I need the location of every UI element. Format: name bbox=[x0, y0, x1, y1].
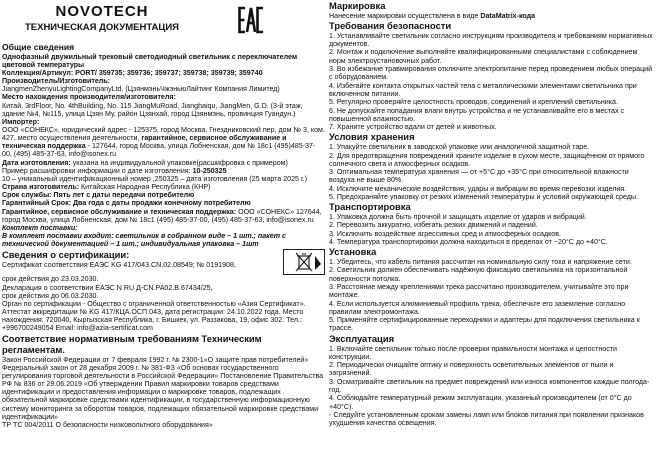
safety-item: 7. Храните устройство вдали от детей и животных. bbox=[329, 123, 497, 132]
mfg-example bbox=[2, 167, 325, 175]
cert-title: Сведения о сертификации: bbox=[2, 249, 130, 261]
marking-title: Маркировка bbox=[329, 0, 386, 11]
mfg-date bbox=[2, 159, 325, 167]
transport-item: 2. Перевозить аккуратно, избегать резких движений и падений. bbox=[329, 221, 538, 230]
importer-text-1: ООО «СОНЕКС», юридический адрес - 125375, город Москва, Гнездниковский пер, дом № 3, ком. 427, место осуществления деятельности, bbox=[2, 126, 325, 143]
storage-item: 3. Оптимальная температура хранения — от +5°C до +35°C при относительной влажности воздуха не выше 80%. bbox=[329, 168, 629, 185]
eac-mark-icon bbox=[238, 3, 264, 37]
safety-item: 6. Не допускайте попадания влаги внутрь устройства и не устанавливайте его в местах с повышенной влажностью. bbox=[329, 106, 625, 123]
location-value: Китай, 3rdFloor, No. 4thBuilding, No. 115 JiangMuRoad, Jianghaiqu, JiangMen, G.D. (3-й этаж, здание №4, №115, улица Цзян Му, район Цзянхай, город Цзянмэнь, провинция Гуандун.) bbox=[2, 101, 303, 118]
operation-title: Эксплуатация bbox=[329, 332, 395, 344]
install-item: 1. Убедитесь, что кабель питания рассчитан на номинальную силу тока и напряжение сети. bbox=[329, 258, 632, 267]
storage-item: 5. Предохраняйте упаковку от резких изменений температуры и условий окружающей среды. bbox=[329, 193, 638, 202]
install-item: 4. Если используется алюминиевый профиль трека, обеспечьте его заземление согласно правилам электромонтажа. bbox=[329, 299, 626, 316]
location-label: Место нахождения производителя/изготовителя: bbox=[2, 93, 176, 102]
marking-text bbox=[329, 12, 655, 20]
safety-item: 1. Устанавливайте светильник согласно инструкциям производителя и требованиям нормативных документов. bbox=[329, 31, 653, 49]
mfg-date-label: Дата изготовления: bbox=[2, 158, 71, 167]
transport-item: 3. Исключить воздействие агрессивных сред и атмосферных осадков. bbox=[329, 229, 561, 238]
service-life: Срок службы: Пять лет с даты передачи потребителю bbox=[2, 191, 195, 200]
operation-item: 4. Соблюдайте температурный режим эксплуатации, указанный производителем (от 0°C до +40°C). bbox=[329, 394, 632, 411]
doc-title: ТЕХНИЧЕСКАЯ ДОКУМЕНТАЦИЯ bbox=[24, 22, 180, 33]
operation-item: 3. Осматривайте светильник на предмет повреждений или износа компонентов каждые полгода-год. bbox=[329, 377, 650, 395]
importer-bold: гарантийное, сервисное обслуживание и техническая поддержка bbox=[2, 134, 287, 151]
storage-item: 1. Упакуйте светильник в заводской упаковке или аналогичной защитной таре. bbox=[329, 143, 590, 152]
mfg-example-text: Пример расшифровки информации о дате изготовления: bbox=[2, 166, 193, 175]
weee-bin-icon bbox=[283, 249, 325, 275]
cert-line-2: срок действия до 23.03.2030. bbox=[2, 275, 99, 284]
importer-text-2: - 127644, город Москва, улица Лобненская, дом № 18с1 (495)485-37-00, (495) 485-37-63, info@isonex.ru bbox=[2, 142, 316, 159]
transport-item: 4. Температура транспортировки должна находиться в пределах от −20°C до +40°C. bbox=[329, 238, 608, 247]
product-description: Однофазный двужильный трековый светодиодный светильник с переключателем цветовой температуры bbox=[2, 52, 298, 69]
install-title: Установка bbox=[329, 246, 377, 258]
install-item: 2. Светильник должен обеспечивать надёжную фиксацию светильника на горизонтальной поверхности потолка. bbox=[329, 266, 628, 283]
safety-item: 3. Во избежание травмирования отключите электропитание перед проведением любых операций с оборудованием. bbox=[329, 65, 653, 82]
cert-line-3: Декларация о соответствии ЕАЭС N RU Д-CN.PA02.B.67434/25, bbox=[2, 283, 213, 292]
cert-line-4: срок действия до 06.03.2030. bbox=[2, 291, 99, 300]
safety-item: 4. Избегайте контакта открытых частей тела с металлическими элементами светильника при включенном питании. bbox=[329, 81, 637, 98]
safety-title: Требования безопасности bbox=[329, 20, 452, 32]
kit-label: Комплект поставки: bbox=[2, 223, 78, 232]
kit-row bbox=[2, 232, 325, 248]
mfg-example-2: 10 – уникальный идентификационный номер ,250325 – дата изготовления (25 марта 2025 г.) bbox=[2, 174, 308, 183]
importer-label: Импортер: bbox=[2, 117, 40, 126]
mfg-example-code: 10-250325 bbox=[192, 166, 227, 175]
service-label: Гарантийное, сервисное обслуживание и техническая поддержка: bbox=[2, 207, 237, 216]
marking-code-type: DataMatrix-кода bbox=[480, 11, 536, 20]
marking-text-plain: Нанесение маркировки осуществлена в виде bbox=[329, 11, 481, 20]
install-item: 3. Расстояние между креплениями трека рассчитано производителем, учитывайте это при монтаже. bbox=[329, 283, 629, 300]
warranty: Гарантийный Срок: Два года с даты продажи конечному потребителю bbox=[2, 199, 251, 208]
install-item: 5. Применяйте сертифицированные переходники и адаптеры для подключения светильника к трассе. bbox=[329, 316, 640, 333]
manufacturer-value: JiangmenZhenyuLightingCompanyLtd. (ЦзянмэньЧжэньюЛайтинг Компания Лимитед) bbox=[2, 85, 280, 94]
safety-item: 2. Монтаж и подключение выполняйте квалифицированными специалистами с соблюдением норм электроустановочных работ. bbox=[329, 48, 638, 65]
operation-item: 1. Включайте светильник только после проверки правильности монтажа и целостности конструкции. bbox=[329, 344, 617, 361]
regulations-title: Соответствие нормативным требованиям Техническим регламентам. bbox=[2, 333, 262, 356]
operation-item: 2. Периодически очищайте оптику и поверхность осветительных элементов от пыли и загрязнений. bbox=[329, 361, 614, 378]
storage-item: 2. Для предотвращения повреждений храните изделие в сухом месте, защищённом от прямого солнечного света и атмосферных осадков. bbox=[329, 151, 645, 168]
cert-header-row bbox=[2, 248, 325, 275]
safety-item: 5. Регулярно проверяйте целостность проводов, соединений и креплений светильника. bbox=[329, 98, 618, 107]
right-column bbox=[329, 0, 655, 428]
collection-article: Коллекция/Артикул: PORT/ 359735; 359736; 359737; 359738; 359739; 359740 bbox=[2, 68, 263, 77]
left-column bbox=[2, 0, 325, 429]
transport-title: Транспортировка bbox=[329, 201, 411, 213]
header bbox=[2, 0, 325, 42]
kit-value: В комплект поставки входит: светильник в собранном виде – 1 шт.; пакет с технической документацией – 1 шт.; индивидуальная упаковка – 1шт bbox=[2, 232, 286, 249]
service-support bbox=[2, 208, 325, 224]
origin-value: Китайская Народная Республика (КНР) bbox=[79, 183, 211, 192]
origin-label: Страна изготовитель: bbox=[2, 183, 80, 192]
manufacturer-label: Производитель/Изготовитель: bbox=[2, 77, 111, 86]
regulations-last: ТР ТС 004/2011 О безопасности низковольтного оборудования» bbox=[2, 420, 213, 429]
operation-item: - Следуйте установленным срокам замены ламп или блоков питания при появлении признаков ухудшения качества освещения. bbox=[329, 410, 644, 428]
service-value: ООО «СОНЕКС» 127644, город Москва, улица Лобненская, дом № 18с1 (495) 485-37-00, (495) 485-37-63, info@isonex.ru bbox=[2, 207, 322, 224]
origin bbox=[2, 183, 325, 191]
cert-line-5: Орган по сертификации - Общество с ограниченной ответственностью «Азия Сертификат». Аттестат аккредитации № KG 417/КЦА.ОСП.043, дата регистрации: 24.10.2022 года. Место нахождения: 720040, Кыргызская Республика, г. Бишкек, ул. Раззакова, 19, офис 302. Тел.: +996700249054 Email: info@azia-sertificat.com bbox=[2, 299, 306, 333]
brand-logo: NOVOTECH bbox=[55, 3, 149, 20]
importer-value bbox=[2, 126, 325, 159]
storage-item: 4. Исключите механические воздействия, удары и вибрации во время перевозки изделия. bbox=[329, 184, 627, 193]
storage-title: Условия хранения bbox=[329, 131, 415, 143]
transport-item: 1. Упаковка должна быть прочной и защищать изделие от ударов и вибраций. bbox=[329, 213, 587, 222]
mfg-date-value: указана на индивидуальной упаковке(расшифровка с примером) bbox=[70, 158, 288, 167]
general-title: Общие сведения bbox=[2, 42, 75, 52]
regulations-text: Закон Российской Федерации от 7 февраля 1992 г. № 2300-1«О защите прав потребителей» Федеральный закон от 28 декабря 2009 г. № 381-ФЗ «Об основах государственного регулирования торговой деятельности в Российской Федерации» Постановление Правительства РФ № 836 от 29.06.2019 «Об утверждении Правил маркировки товаров средствами идентификации и предоставления информации о маркировке товаров, подлежащих обязательной маркировке средствами идентификации, в государственную информационную систему мониторинга за оборотом товаров, подлежащих обязательной маркировке средствами идентификации» bbox=[2, 355, 324, 421]
cert-line-1: Сертификат соответствия ЕАЭС KG 417/043.CN.02.08549; № 0191908, bbox=[2, 260, 236, 269]
